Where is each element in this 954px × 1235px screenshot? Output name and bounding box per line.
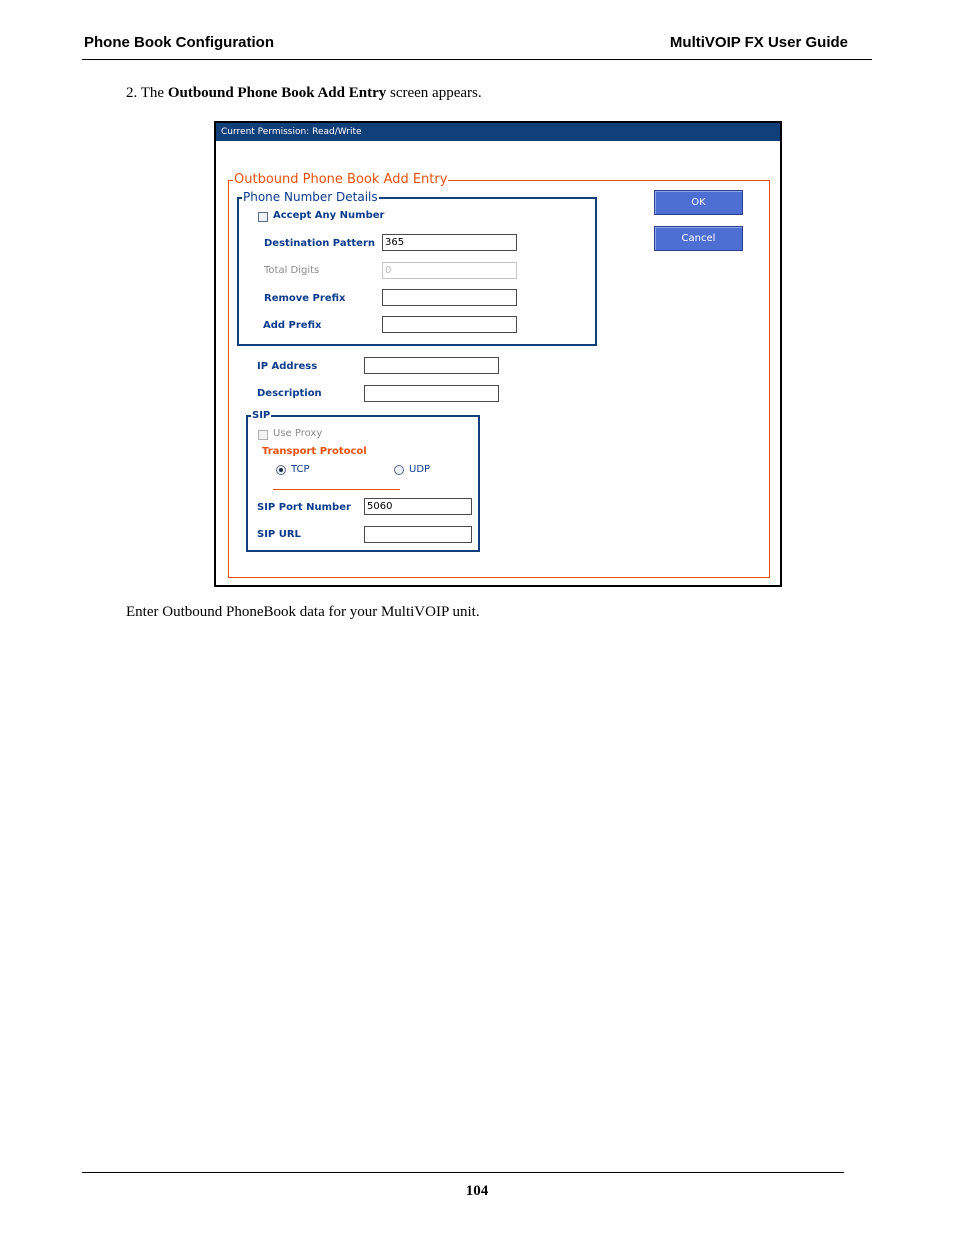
description-label: Description (257, 388, 322, 399)
form-title: Outbound Phone Book Add Entry (234, 172, 448, 187)
udp-label: UDP (409, 464, 431, 475)
destination-pattern-input[interactable] (382, 234, 517, 251)
remove-prefix-label: Remove Prefix (264, 293, 346, 304)
udp-radio[interactable] (394, 465, 404, 475)
sip-port-input[interactable] (364, 498, 472, 515)
remove-prefix-input[interactable] (382, 289, 517, 306)
tcp-label: TCP (291, 464, 310, 475)
tcp-radio[interactable] (276, 465, 286, 475)
transport-protocol-label: Transport Protocol (262, 446, 367, 457)
accept-any-checkbox[interactable] (258, 212, 268, 222)
description-input[interactable] (364, 385, 499, 402)
add-prefix-label: Add Prefix (263, 320, 322, 331)
use-proxy-checkbox[interactable] (258, 430, 268, 440)
sip-legend: SIP (252, 410, 271, 421)
accept-any-label: Accept Any Number (273, 210, 385, 221)
phone-details-legend: Phone Number Details (243, 190, 378, 204)
sip-url-label: SIP URL (257, 529, 301, 540)
page-number: 104 (465, 1183, 489, 1199)
cancel-button[interactable]: Cancel (654, 226, 743, 251)
ip-address-input[interactable] (364, 357, 499, 374)
transport-divider (273, 489, 400, 490)
sip-url-input[interactable] (364, 526, 472, 543)
footer-rule (82, 1172, 844, 1173)
destination-pattern-label: Destination Pattern (264, 238, 375, 249)
ip-address-label: IP Address (257, 361, 318, 372)
sip-port-label: SIP Port Number (257, 502, 351, 513)
step-text (126, 85, 482, 102)
total-digits-label: Total Digits (264, 265, 320, 276)
step-suffix: screen appears. (389, 85, 482, 101)
header-rule (82, 59, 872, 60)
header-left: Phone Book Configuration (84, 34, 274, 51)
use-proxy-label: Use Proxy (273, 428, 323, 439)
permission-bar: Current Permission: Read/Write (216, 123, 780, 141)
step-prefix: 2. The (126, 85, 165, 101)
add-prefix-input[interactable] (382, 316, 517, 333)
header-right: MultiVOIP FX User Guide (669, 34, 848, 51)
caption: Enter Outbound PhoneBook data for your MultiVOIP unit. (126, 604, 480, 620)
ok-button[interactable]: OK (654, 190, 743, 215)
total-digits-input (382, 262, 517, 279)
step-bold: Outbound Phone Book Add Entry (167, 85, 387, 101)
screenshot-window (214, 121, 782, 587)
